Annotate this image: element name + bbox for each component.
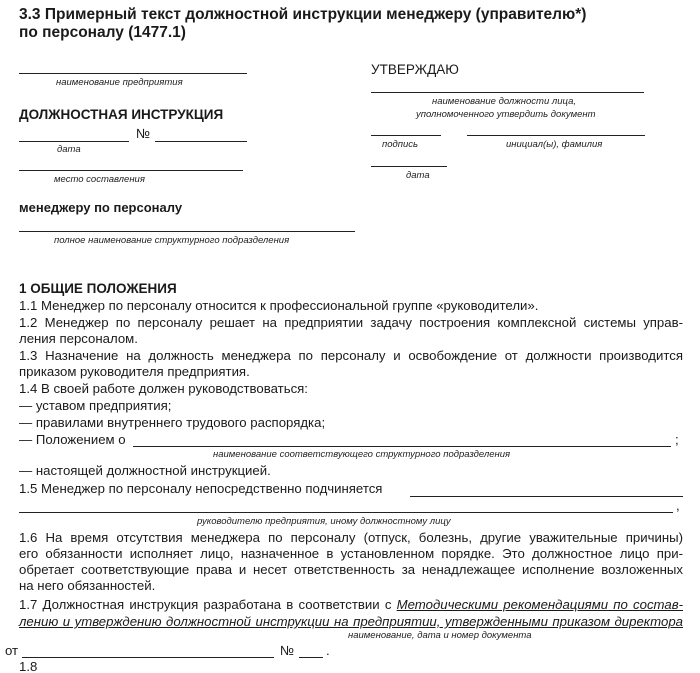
signature-line (371, 135, 441, 136)
clause-1-7-line-1 (19, 597, 683, 613)
clause-1-3-line-2: приказом руководителя предприятия. (19, 364, 250, 379)
division-caption: полное наименование структурного подразделения (54, 235, 290, 246)
approver-position-caption-2: уполномоченного утвердить документ (416, 109, 596, 120)
number-line (155, 141, 247, 142)
enterprise-caption: наименование предприятия (56, 77, 183, 88)
date-line (19, 141, 129, 142)
division-line (19, 231, 355, 232)
order-date-line (22, 657, 274, 658)
date-caption: дата (57, 144, 81, 155)
clause-1-7-prefix: 1.7 Должностная инструкция разработана в соответствии с (19, 597, 392, 612)
clause-1-6-line-1: 1.6 На время отсутствия менеджера по персоналу (отпуск, болезнь, другие уважительные причины) (19, 530, 683, 545)
approval-heading: УТВЕРЖДАЮ (371, 62, 459, 77)
clause-1-7-period: . (326, 643, 330, 658)
section-title-line-2: по персоналу (1477.1) (19, 24, 186, 41)
clause-1-8: 1.8 (19, 659, 38, 673)
approval-date-line (371, 166, 447, 167)
position-title: менеджеру по персоналу (19, 200, 183, 215)
item-3-semicolon: ; (675, 432, 679, 447)
clause-1-3-line-1: 1.3 Назначение на должность менеджера по персоналу и освобождение от должности производится (19, 348, 683, 363)
superior-line-2 (19, 512, 673, 513)
superior-line-1 (410, 496, 683, 497)
superior-caption: руководителю предприятия, иному должностному лицу (197, 516, 451, 527)
division-regulation-caption: наименование соответствующего структурного подразделения (213, 449, 511, 460)
approval-date-caption: дата (406, 170, 430, 181)
clause-1-7-line-2: лению и утверждению должностной инструкции на предприятии, утвержденными приказом директора (19, 614, 683, 629)
clause-1-5: 1.5 Менеджер по персоналу непосредственно подчиняется (19, 481, 383, 496)
clause-1-1: 1.1 Менеджер по персоналу относится к профессиональной группе «руководители». (19, 298, 539, 313)
approver-name-line (467, 135, 645, 136)
number-sign: № (136, 126, 151, 141)
signature-caption: подпись (382, 139, 419, 150)
clause-1-6-line-2: его обязанности исполняет лицо, назначенное в установленном порядке. Это должностное лицо при- (19, 546, 683, 561)
document-caption: наименование, дата и номер документа (348, 630, 532, 641)
place-line (19, 170, 243, 171)
document-title: ДОЛЖНОСТНАЯ ИНСТРУКЦИЯ (19, 107, 224, 122)
approver-name-caption: инициал(ы), фамилия (506, 139, 603, 150)
place-caption: место составления (54, 174, 145, 185)
methodical-recommendations-ref: Методическими рекомендациями по состав- (396, 597, 683, 612)
order-number-line (299, 657, 323, 658)
clause-1-7-number-sign: № (280, 643, 295, 658)
clause-1-4-item-2: — правилами внутреннего трудового распорядка; (19, 415, 326, 430)
clause-1-4: 1.4 В своей работе должен руководствоваться: (19, 381, 308, 396)
clause-1-2-line-2: ления персоналом. (19, 331, 138, 346)
division-regulation-line (133, 446, 671, 447)
approver-position-caption-1: наименование должности лица, (432, 96, 576, 107)
clause-1-2-line-1: 1.2 Менеджер по персоналу решает на предприятии задачу построения комплексной системы управ- (19, 315, 683, 330)
clause-1-4-item-3: — Положением о (19, 432, 126, 447)
clause-1-6-line-4: на него обязанностей. (19, 578, 156, 593)
section-1-heading: 1 ОБЩИЕ ПОЛОЖЕНИЯ (19, 281, 177, 296)
approver-position-line (371, 92, 644, 93)
enterprise-name-line (19, 73, 247, 74)
clause-1-4-item-1: — уставом предприятия; (19, 398, 172, 413)
clause-1-4-item-4: — настоящей должностной инструкцией. (19, 463, 271, 478)
clause-1-6-line-3: обретает соответствующие права и несет ответственность за ненадлежащее исполнение возложенных (19, 562, 683, 577)
section-title-line-1: 3.3 Примерный текст должностной инструкции менеджеру (управителю*) (19, 6, 587, 23)
clause-1-5-comma: , (676, 498, 680, 513)
clause-1-7-from: от (5, 643, 19, 658)
